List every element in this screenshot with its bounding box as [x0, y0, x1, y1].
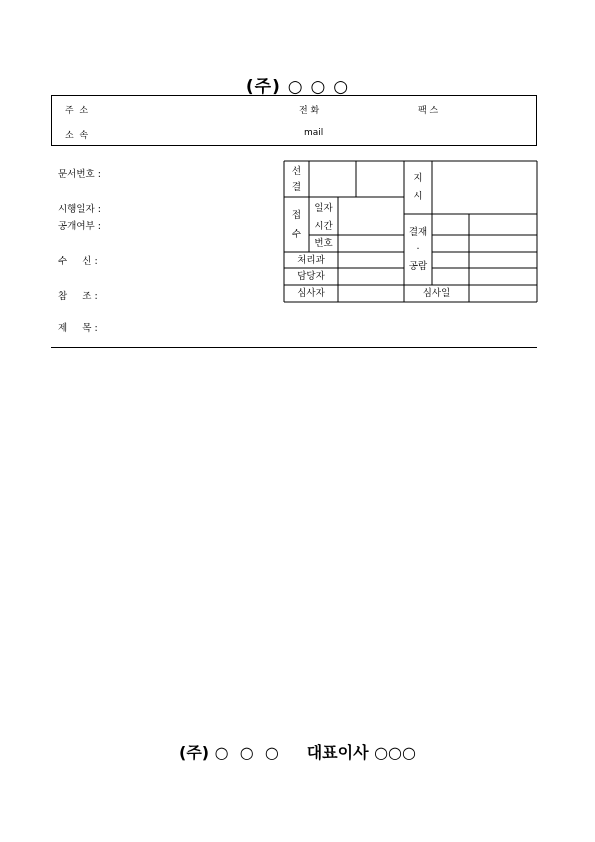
header-divider	[51, 347, 537, 348]
recipient-label: 수 신 :	[58, 256, 98, 267]
approval-label-3: 공람	[408, 261, 428, 272]
seongyeol-label-2: 결	[291, 182, 302, 193]
jeopsu-label-1: 접	[291, 210, 302, 221]
person-in-charge-label: 담당자	[297, 271, 325, 282]
department-label: 소 속	[65, 131, 89, 141]
approval-label-2: ·	[416, 244, 420, 255]
address-label: 주 소	[65, 106, 89, 116]
subject-label: 제 목 :	[58, 323, 98, 334]
handling-dept-label: 처리과	[297, 255, 325, 266]
number-label: 번호	[314, 238, 333, 249]
reference-label: 참 조 :	[58, 291, 98, 302]
review-date-label: 심사일	[422, 288, 451, 299]
mail-label: mail	[304, 128, 324, 138]
phone-label: 전 화	[299, 106, 320, 116]
footer-ceo: 대표이사 ○○○	[306, 743, 416, 762]
disclosure-label: 공개여부 :	[58, 221, 101, 232]
enforce-date-label: 시행일자 :	[58, 204, 101, 215]
jisi-label-1: 지	[413, 173, 423, 184]
company-info-box	[51, 95, 537, 146]
doc-number-label: 문서번호 :	[58, 169, 101, 180]
time-label: 시간	[314, 221, 333, 232]
date-label: 일자	[314, 203, 333, 214]
document-footer	[0, 740, 595, 763]
footer-company: (주) ○ ○ ○	[179, 743, 279, 762]
seongyeol-label-1: 선	[291, 166, 302, 177]
jisi-label-2: 시	[413, 191, 423, 202]
fax-label: 팩 스	[418, 106, 439, 116]
jeopsu-label-2: 수	[291, 229, 302, 240]
approval-label-1: 결재	[408, 227, 428, 238]
reviewer-label: 심사자	[297, 288, 325, 299]
document-title: (주) ○ ○ ○	[245, 77, 350, 97]
